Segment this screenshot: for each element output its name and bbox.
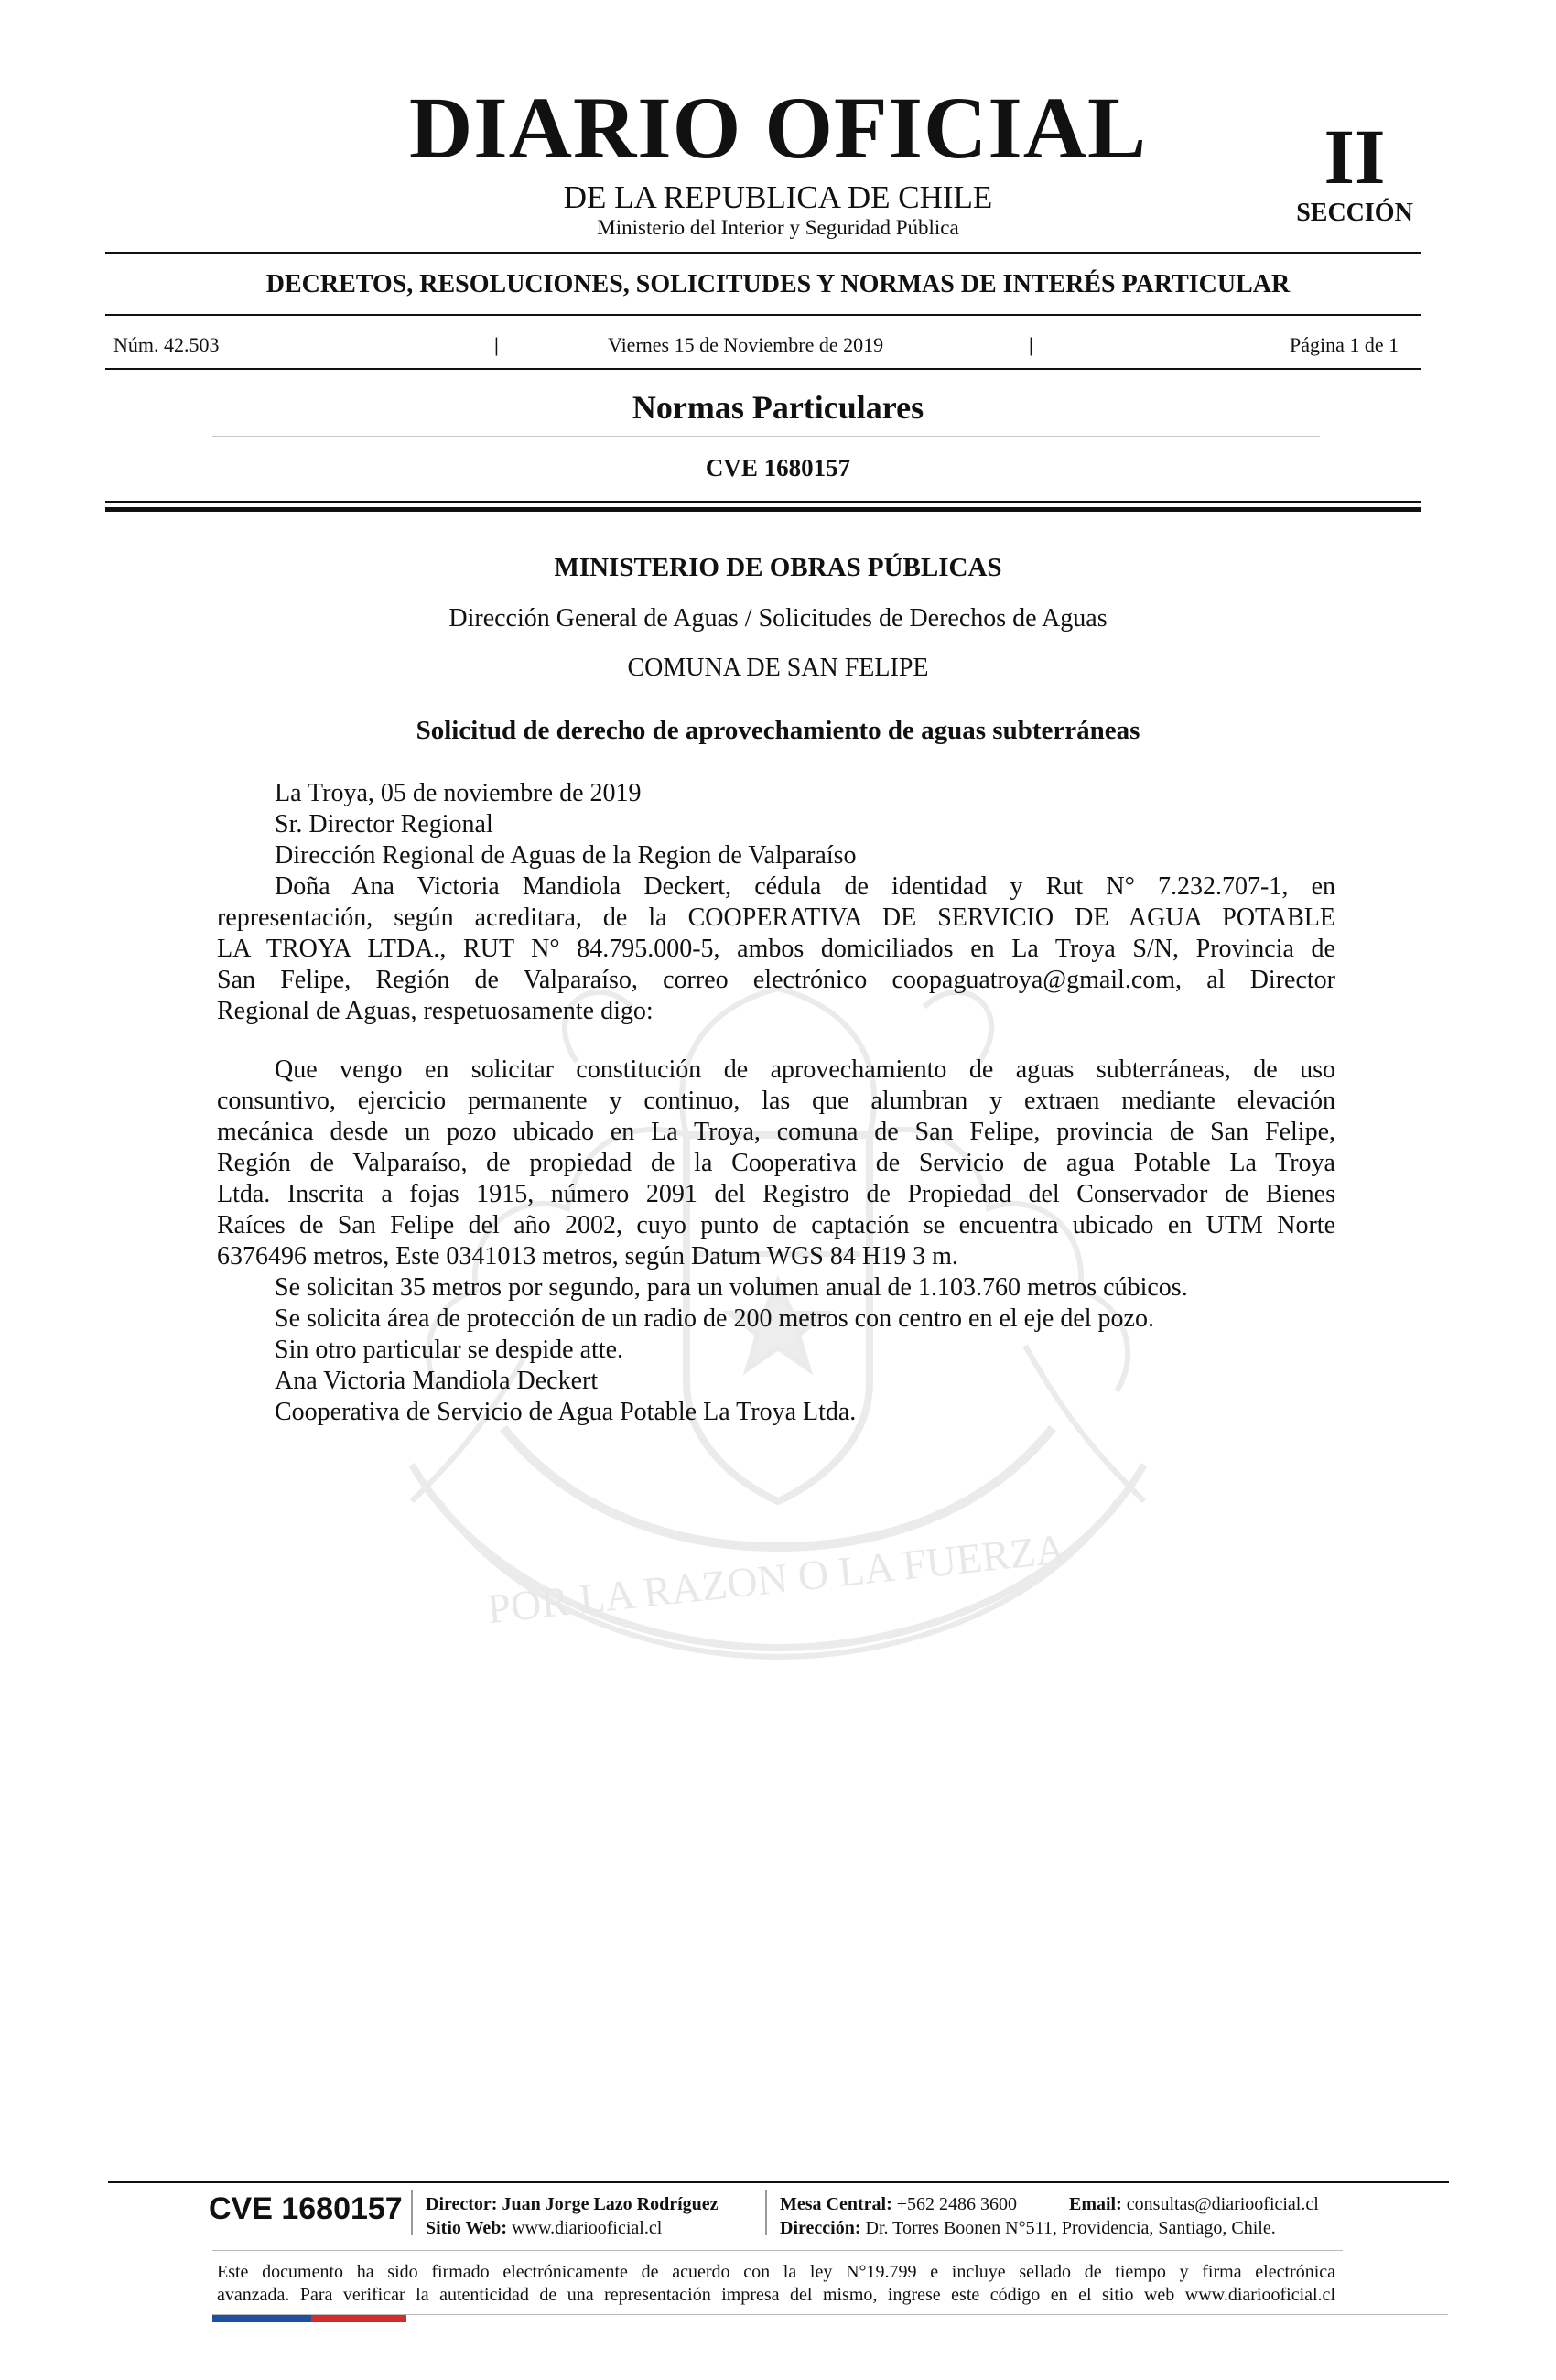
document-title: Solicitud de derecho de aprovechamiento de aguas subterráneas (416, 716, 1140, 745)
body-line: 6376496 metros, Este 0341013 metros, según Datum WGS 84 H19 3 m. (217, 1242, 958, 1271)
footer-email (1069, 2195, 1319, 2213)
mesa-label: Mesa Central: (780, 2194, 892, 2214)
legal-notice-line: Este documento ha sido firmado electrónicamente de acuerdo con la ley N°19.799 e incluye sellado de tiempo y firma electrónica (217, 2262, 1335, 2282)
watermark-motto: POR LA RAZON O LA FUERZA (484, 1525, 1068, 1633)
document-ministry: MINISTERIO DE OBRAS PÚBLICAS (554, 553, 1002, 582)
footer-mesa-central (780, 2195, 1017, 2213)
body-line: Sr. Director Regional (275, 810, 493, 838)
signature-name: Ana Victoria Mandiola Deckert (275, 1367, 599, 1395)
body-line: Dirección Regional de Aguas de la Region de Valparaíso (275, 841, 857, 870)
body-line: Sin otro particular se despide atte. (275, 1336, 623, 1364)
body-line: LA TROYA LTDA., RUT N° 84.795.000-5, ambos domiciliados en La Troya S/N, Provincia de (217, 935, 1335, 963)
header-rule-top (105, 252, 1421, 254)
footer-director (426, 2195, 719, 2213)
footer-divider-2 (765, 2190, 767, 2235)
website-link[interactable]: www.diariooficial.cl (512, 2218, 663, 2238)
body-line: mecánica desde un pozo ubicado en La Troya, comuna de San Felipe, provincia de San Felipe, (217, 1118, 1335, 1146)
body-line: Que vengo en solicitar constitución de aprovechamiento de aguas subterráneas, de uso (275, 1055, 1335, 1084)
body-line: Ltda. Inscrita a fojas 1915, número 2091 del Registro de Propiedad del Conservador de Bienes (217, 1180, 1335, 1208)
signature-organization: Cooperativa de Servicio de Agua Potable La Troya Ltda. (275, 1398, 857, 1426)
flag-stripe-blue (212, 2315, 311, 2322)
body-line: Región de Valparaíso, de propiedad de la Cooperativa de Servicio de agua Potable La Troya (217, 1149, 1335, 1177)
body-line: representación, según acreditara, de la COOPERATIVA DE SERVICIO DE AGUA POTABLE (217, 903, 1335, 932)
body-line: consuntivo, ejercicio permanente y continuo, las que alumbran y extraen mediante elevación (217, 1087, 1335, 1115)
section-thick-rule-1 (105, 501, 1421, 503)
issue-date: Viernes 15 de Noviembre de 2019 (608, 333, 884, 356)
director-label: Director: (426, 2194, 498, 2214)
body-line: San Felipe, Región de Valparaíso, correo electrónico coopaguatroya@gmail.com, al Director (217, 966, 1335, 994)
section-thin-rule (212, 436, 1320, 437)
footer-cve: CVE 1680157 (209, 2191, 403, 2226)
address-label: Dirección: (780, 2218, 861, 2238)
masthead-ministry: Ministerio del Interior y Seguridad Pública (597, 216, 959, 239)
body-line: Doña Ana Victoria Mandiola Deckert, cédula de identidad y Rut N° 7.232.707-1, en (275, 872, 1335, 901)
issue-number: Núm. 42.503 (113, 333, 220, 356)
masthead-title: DIARIO OFICIAL (408, 79, 1148, 177)
cve-code: CVE 1680157 (705, 454, 851, 481)
section-label: SECCIÓN (1296, 199, 1413, 227)
body-line: La Troya, 05 de noviembre de 2019 (275, 779, 642, 807)
website-label: Sitio Web: (426, 2218, 508, 2238)
info-rule (105, 368, 1421, 370)
legal-notice-line: avanzada. Para verificar la autenticidad de una representación impresa del mismo, ingrese este código en el sitio web www.diariooficial.cl (217, 2285, 1335, 2305)
footer-rule-middle (212, 2250, 1343, 2251)
email-label: Email: (1069, 2194, 1122, 2214)
document-direccion: Dirección General de Aguas / Solicitudes de Derechos de Aguas (448, 604, 1108, 633)
director-value: Juan Jorge Lazo Rodríguez (502, 2194, 719, 2214)
body-line: Raíces de San Felipe del año 2002, cuyo punto de captación se encuentra ubicado en UTM Norte (217, 1211, 1335, 1239)
address-value: Dr. Torres Boonen N°511, Providencia, Santiago, Chile. (865, 2218, 1276, 2238)
footer-rule-top (108, 2181, 1449, 2183)
body-line: Se solicitan 35 metros por segundo, para un volumen anual de 1.103.760 metros cúbicos. (275, 1273, 1188, 1302)
footer-divider-1 (411, 2190, 413, 2235)
info-separator-1: | (494, 333, 499, 356)
body-line: Se solicita área de protección de un radio de 200 metros con centro en el eje del pozo. (275, 1304, 1154, 1333)
header-rule-bottom (105, 314, 1421, 316)
section-number: II (1324, 113, 1386, 200)
section-title: Normas Particulares (632, 389, 924, 426)
masthead-subtitle: DE LA REPUBLICA DE CHILE (563, 179, 993, 215)
header-title: DECRETOS, RESOLUCIONES, SOLICITUDES Y NORMAS DE INTERÉS PARTICULAR (265, 270, 1291, 298)
mesa-value: +562 2486 3600 (896, 2194, 1018, 2214)
body-line: Regional de Aguas, respetuosamente digo: (217, 997, 654, 1025)
flag-stripe-red (311, 2315, 406, 2322)
email-link[interactable]: consultas@diariooficial.cl (1126, 2194, 1319, 2214)
document-comuna: COMUNA DE SAN FELIPE (627, 654, 929, 682)
footer-website (426, 2219, 662, 2237)
page-indicator: Página 1 de 1 (1290, 333, 1399, 356)
info-separator-2: | (1029, 333, 1033, 356)
section-thick-rule-2 (105, 507, 1421, 512)
footer-address (780, 2219, 1276, 2237)
